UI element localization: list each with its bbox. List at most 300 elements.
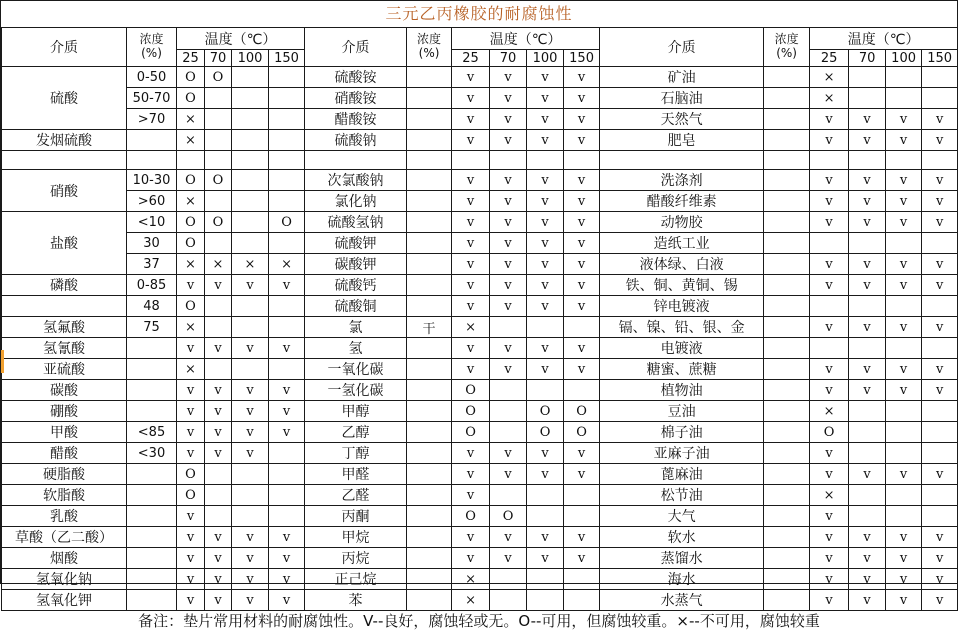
- rating-cell: v: [564, 212, 600, 233]
- concentration-cell: [764, 130, 810, 151]
- concentration-cell: [764, 151, 810, 170]
- medium-cell: 磷酸: [2, 275, 127, 296]
- medium-cell: 硫酸钠: [305, 130, 407, 151]
- rating-cell: [922, 338, 958, 359]
- rating-cell: v: [205, 380, 232, 401]
- rating-cell: [810, 338, 849, 359]
- rating-cell: [205, 88, 232, 109]
- rating-cell: v: [452, 109, 490, 130]
- concentration-cell: [764, 380, 810, 401]
- table-row: [2, 380, 958, 401]
- rating-cell: [886, 67, 922, 88]
- rating-cell: v: [922, 464, 958, 485]
- medium-cell: 乳酸: [2, 506, 127, 527]
- medium-cell: 甲酸: [2, 422, 127, 443]
- rating-cell: v: [527, 170, 564, 191]
- table-row: [2, 527, 958, 548]
- medium-cell: 锌电镀液: [600, 296, 764, 317]
- rating-cell: [922, 422, 958, 443]
- concentration-unit: (%): [776, 46, 797, 60]
- medium-cell: 乙醛: [305, 485, 407, 506]
- rating-cell: v: [452, 233, 490, 254]
- concentration-cell: [764, 170, 810, 191]
- rating-cell: v: [490, 443, 527, 464]
- concentration-cell: [764, 464, 810, 485]
- rating-cell: v: [849, 359, 886, 380]
- rating-cell: ×: [810, 67, 849, 88]
- table-row: [2, 590, 958, 611]
- rating-cell: v: [452, 170, 490, 191]
- concentration-cell: <30: [127, 443, 177, 464]
- rating-cell: v: [564, 233, 600, 254]
- rating-cell: v: [564, 67, 600, 88]
- concentration-cell: [764, 317, 810, 338]
- rating-cell: v: [564, 275, 600, 296]
- table-row: [2, 548, 958, 569]
- header-temp-70: 70: [849, 50, 886, 67]
- rating-cell: [564, 151, 600, 170]
- concentration-cell: [764, 443, 810, 464]
- rating-cell: v: [810, 359, 849, 380]
- rating-cell: O: [177, 485, 205, 506]
- rating-cell: [232, 67, 269, 88]
- header-concentration-cell: [764, 28, 810, 67]
- rating-cell: [269, 359, 305, 380]
- rating-cell: [849, 422, 886, 443]
- medium-cell: 棉子油: [600, 422, 764, 443]
- rating-cell: [205, 191, 232, 212]
- rating-cell: [886, 338, 922, 359]
- concentration-cell: [127, 485, 177, 506]
- rating-cell: [849, 296, 886, 317]
- medium-cell: 硬脂酸: [2, 464, 127, 485]
- rating-cell: [205, 130, 232, 151]
- rating-cell: v: [177, 338, 205, 359]
- rating-cell: [849, 401, 886, 422]
- rating-cell: [527, 590, 564, 611]
- rating-cell: [232, 170, 269, 191]
- rating-cell: [490, 590, 527, 611]
- rating-cell: [269, 130, 305, 151]
- medium-cell: 动物胶: [600, 212, 764, 233]
- rating-cell: v: [490, 527, 527, 548]
- rating-cell: [232, 109, 269, 130]
- rating-cell: ×: [177, 359, 205, 380]
- concentration-label: 浓度: [417, 32, 442, 47]
- header-temperature-cell: 温度（℃）: [452, 28, 600, 50]
- rating-cell: [564, 380, 600, 401]
- rating-cell: v: [810, 443, 849, 464]
- rating-cell: v: [490, 464, 527, 485]
- table-row: [2, 275, 958, 296]
- rating-cell: ×: [177, 109, 205, 130]
- medium-cell: 氢氧化钠: [2, 569, 127, 590]
- medium-cell: 造纸工业: [600, 233, 764, 254]
- rating-cell: v: [527, 338, 564, 359]
- rating-cell: [849, 151, 886, 170]
- header-medium-cell: 介质: [600, 28, 764, 67]
- concentration-cell: [407, 338, 452, 359]
- rating-cell: v: [564, 130, 600, 151]
- rating-cell: [922, 67, 958, 88]
- rating-cell: v: [810, 590, 849, 611]
- rating-cell: v: [564, 464, 600, 485]
- medium-cell: 水蒸气: [600, 590, 764, 611]
- rating-cell: v: [490, 296, 527, 317]
- rating-cell: v: [452, 338, 490, 359]
- rating-cell: [886, 443, 922, 464]
- rating-cell: v: [564, 191, 600, 212]
- rating-cell: v: [922, 170, 958, 191]
- rating-cell: v: [886, 590, 922, 611]
- rating-cell: [269, 443, 305, 464]
- rating-cell: O: [564, 422, 600, 443]
- rating-cell: [886, 296, 922, 317]
- medium-cell: 氢氟酸: [2, 317, 127, 338]
- medium-cell: [600, 151, 764, 170]
- rating-cell: [922, 506, 958, 527]
- rating-cell: [886, 485, 922, 506]
- rating-cell: [490, 380, 527, 401]
- header-temp-25: 25: [810, 50, 849, 67]
- rating-cell: v: [269, 590, 305, 611]
- rating-cell: [527, 506, 564, 527]
- concentration-cell: >70: [127, 109, 177, 130]
- rating-cell: ×: [232, 254, 269, 275]
- table-row: [2, 88, 958, 109]
- medium-cell: 氢氧化钾: [2, 590, 127, 611]
- rating-cell: [269, 233, 305, 254]
- concentration-cell: [127, 130, 177, 151]
- rating-cell: v: [922, 191, 958, 212]
- medium-cell: 洗涤剂: [600, 170, 764, 191]
- concentration-cell: 30: [127, 233, 177, 254]
- rating-cell: v: [922, 130, 958, 151]
- concentration-cell: <85: [127, 422, 177, 443]
- rating-cell: v: [269, 548, 305, 569]
- rating-cell: [922, 485, 958, 506]
- rating-cell: v: [232, 338, 269, 359]
- concentration-cell: 48: [127, 296, 177, 317]
- rating-cell: [849, 233, 886, 254]
- header-temperature-cell: 温度（℃）: [177, 28, 305, 50]
- medium-cell: 硫酸钙: [305, 275, 407, 296]
- rating-cell: ×: [177, 191, 205, 212]
- rating-cell: O: [177, 212, 205, 233]
- rating-cell: v: [205, 338, 232, 359]
- rating-cell: [232, 191, 269, 212]
- rating-cell: [490, 422, 527, 443]
- header-temp-70: 70: [490, 50, 527, 67]
- rating-cell: [490, 151, 527, 170]
- rating-cell: ×: [177, 130, 205, 151]
- table-row: [2, 130, 958, 151]
- medium-cell: 正己烷: [305, 569, 407, 590]
- rating-cell: [490, 401, 527, 422]
- medium-cell: 电镀液: [600, 338, 764, 359]
- rating-cell: v: [564, 359, 600, 380]
- medium-cell: 氯: [305, 317, 407, 338]
- medium-cell: 液体绿、白液: [600, 254, 764, 275]
- table-row: [2, 569, 958, 590]
- rating-cell: v: [886, 569, 922, 590]
- rating-cell: v: [527, 130, 564, 151]
- rating-cell: v: [232, 422, 269, 443]
- concentration-cell: [407, 212, 452, 233]
- rating-cell: v: [527, 296, 564, 317]
- concentration-cell: [764, 67, 810, 88]
- rating-cell: O: [452, 380, 490, 401]
- rating-cell: v: [849, 191, 886, 212]
- rating-cell: v: [922, 380, 958, 401]
- rating-cell: v: [452, 359, 490, 380]
- medium-cell: [2, 151, 127, 170]
- rating-cell: [527, 317, 564, 338]
- rating-cell: v: [886, 254, 922, 275]
- rating-cell: v: [452, 548, 490, 569]
- rating-cell: ×: [205, 254, 232, 275]
- rating-cell: v: [527, 275, 564, 296]
- table-row: [2, 254, 958, 275]
- legend-note: 备注：垫片常用材料的耐腐蚀性。V--良好，腐蚀轻或无。O--可用，但腐蚀较重。×--不可用，腐蚀较重: [138, 612, 820, 630]
- medium-cell: 甲烷: [305, 527, 407, 548]
- rating-cell: v: [849, 130, 886, 151]
- rating-cell: [269, 317, 305, 338]
- concentration-unit: (%): [418, 46, 440, 60]
- medium-cell: 硫酸铵: [305, 67, 407, 88]
- rating-cell: O: [527, 422, 564, 443]
- rating-cell: v: [527, 443, 564, 464]
- rating-cell: [564, 317, 600, 338]
- rating-cell: v: [810, 464, 849, 485]
- rating-cell: [922, 296, 958, 317]
- rating-cell: ×: [269, 254, 305, 275]
- concentration-cell: [407, 296, 452, 317]
- rating-cell: v: [177, 506, 205, 527]
- rating-cell: [849, 485, 886, 506]
- concentration-cell: [764, 109, 810, 130]
- rating-cell: v: [177, 380, 205, 401]
- medium-cell: 天然气: [600, 109, 764, 130]
- rating-cell: [922, 401, 958, 422]
- rating-cell: [269, 88, 305, 109]
- rating-cell: v: [490, 191, 527, 212]
- rating-cell: v: [205, 422, 232, 443]
- concentration-cell: [127, 464, 177, 485]
- rating-cell: v: [810, 254, 849, 275]
- rating-cell: [269, 109, 305, 130]
- rating-cell: v: [232, 401, 269, 422]
- concentration-cell: [407, 422, 452, 443]
- rating-cell: ×: [810, 485, 849, 506]
- table-body: [2, 67, 958, 611]
- rating-cell: v: [810, 109, 849, 130]
- header-row-1: [2, 28, 958, 50]
- medium-cell: 肥皂: [600, 130, 764, 151]
- concentration-cell: [127, 590, 177, 611]
- rating-cell: [232, 212, 269, 233]
- medium-cell: 硼酸: [2, 401, 127, 422]
- table-row: [2, 212, 958, 233]
- table-row: [2, 338, 958, 359]
- rating-cell: v: [564, 254, 600, 275]
- concentration-cell: [407, 233, 452, 254]
- rating-cell: [269, 464, 305, 485]
- rating-cell: v: [849, 527, 886, 548]
- rating-cell: [922, 443, 958, 464]
- rating-cell: v: [564, 338, 600, 359]
- rating-cell: [490, 485, 527, 506]
- rating-cell: v: [205, 401, 232, 422]
- rating-cell: [269, 485, 305, 506]
- rating-cell: v: [886, 317, 922, 338]
- rating-cell: [922, 233, 958, 254]
- rating-cell: v: [886, 109, 922, 130]
- concentration-cell: [764, 548, 810, 569]
- rating-cell: O: [177, 296, 205, 317]
- concentration-cell: [764, 422, 810, 443]
- concentration-cell: [127, 569, 177, 590]
- header-temperature-cell: 温度（℃）: [810, 28, 958, 50]
- concentration-cell: [407, 485, 452, 506]
- rating-cell: ×: [452, 590, 490, 611]
- rating-cell: v: [452, 254, 490, 275]
- rating-cell: v: [886, 275, 922, 296]
- rating-cell: [232, 317, 269, 338]
- rating-cell: v: [527, 191, 564, 212]
- concentration-cell: [764, 338, 810, 359]
- medium-cell: 草酸（乙二酸）: [2, 527, 127, 548]
- table-row: [2, 506, 958, 527]
- concentration-cell: [764, 527, 810, 548]
- rating-cell: v: [269, 275, 305, 296]
- concentration-cell: [407, 359, 452, 380]
- rating-cell: v: [452, 464, 490, 485]
- header-temp-100: 100: [232, 50, 269, 67]
- rating-cell: v: [232, 527, 269, 548]
- medium-cell: 盐酸: [2, 212, 127, 275]
- rating-cell: v: [269, 338, 305, 359]
- rating-cell: [205, 233, 232, 254]
- rating-cell: O: [527, 401, 564, 422]
- rating-cell: v: [232, 380, 269, 401]
- concentration-cell: 干: [407, 317, 452, 338]
- medium-cell: 碳酸: [2, 380, 127, 401]
- table-row: [2, 317, 958, 338]
- concentration-cell: [764, 590, 810, 611]
- rating-cell: [205, 464, 232, 485]
- header-medium-cell: 介质: [305, 28, 407, 67]
- rating-cell: [527, 151, 564, 170]
- medium-cell: 亚麻子油: [600, 443, 764, 464]
- rating-cell: v: [490, 170, 527, 191]
- concentration-cell: [407, 401, 452, 422]
- medium-cell: 氢氰酸: [2, 338, 127, 359]
- rating-cell: ×: [452, 317, 490, 338]
- rating-cell: ×: [810, 401, 849, 422]
- rating-cell: v: [452, 296, 490, 317]
- rating-cell: v: [527, 67, 564, 88]
- rating-cell: v: [886, 548, 922, 569]
- rating-cell: v: [177, 590, 205, 611]
- concentration-cell: [407, 191, 452, 212]
- rating-cell: [205, 296, 232, 317]
- medium-cell: 苯: [305, 590, 407, 611]
- rating-cell: v: [452, 527, 490, 548]
- corrosion-table: [1, 27, 958, 611]
- concentration-cell: [764, 296, 810, 317]
- rating-cell: O: [177, 170, 205, 191]
- rating-cell: [232, 130, 269, 151]
- table-row: [2, 67, 958, 88]
- rating-cell: O: [177, 464, 205, 485]
- rating-cell: v: [452, 212, 490, 233]
- rating-cell: v: [527, 527, 564, 548]
- rating-cell: v: [490, 338, 527, 359]
- table-row: [2, 233, 958, 254]
- medium-cell: 醋酸: [2, 443, 127, 464]
- rating-cell: v: [886, 359, 922, 380]
- medium-cell: 一氧化碳: [305, 359, 407, 380]
- medium-cell: 海水: [600, 569, 764, 590]
- rating-cell: [849, 338, 886, 359]
- concentration-cell: [407, 527, 452, 548]
- rating-cell: [849, 88, 886, 109]
- rating-cell: v: [849, 254, 886, 275]
- medium-cell: 氢: [305, 338, 407, 359]
- rating-cell: v: [849, 569, 886, 590]
- header-concentration-cell: [127, 28, 177, 67]
- rating-cell: v: [205, 527, 232, 548]
- medium-cell: 豆油: [600, 401, 764, 422]
- medium-cell: 丙酮: [305, 506, 407, 527]
- rating-cell: v: [490, 275, 527, 296]
- concentration-label: 浓度: [774, 32, 799, 47]
- table-row: [2, 151, 958, 170]
- rating-cell: [564, 569, 600, 590]
- rating-cell: v: [452, 443, 490, 464]
- rating-cell: v: [177, 422, 205, 443]
- concentration-cell: [127, 548, 177, 569]
- rating-cell: v: [810, 506, 849, 527]
- rating-cell: v: [922, 317, 958, 338]
- table-row: [2, 443, 958, 464]
- table-row: [2, 359, 958, 380]
- concentration-cell: 37: [127, 254, 177, 275]
- rating-cell: v: [810, 569, 849, 590]
- header-temp-25: 25: [177, 50, 205, 67]
- concentration-cell: [764, 401, 810, 422]
- header-temp-70: 70: [205, 50, 232, 67]
- rating-cell: v: [490, 254, 527, 275]
- concentration-cell: [407, 67, 452, 88]
- rating-cell: v: [232, 548, 269, 569]
- rating-cell: [177, 151, 205, 170]
- rating-cell: O: [205, 67, 232, 88]
- rating-cell: O: [810, 422, 849, 443]
- medium-cell: 丙烷: [305, 548, 407, 569]
- rating-cell: v: [564, 170, 600, 191]
- rating-cell: v: [886, 130, 922, 151]
- rating-cell: v: [205, 590, 232, 611]
- medium-cell: 硫酸氢钠: [305, 212, 407, 233]
- rating-cell: [849, 67, 886, 88]
- medium-cell: 醋酸铵: [305, 109, 407, 130]
- concentration-cell: [407, 130, 452, 151]
- concentration-unit: (%): [141, 46, 162, 60]
- table-row: [2, 109, 958, 130]
- concentration-cell: [764, 88, 810, 109]
